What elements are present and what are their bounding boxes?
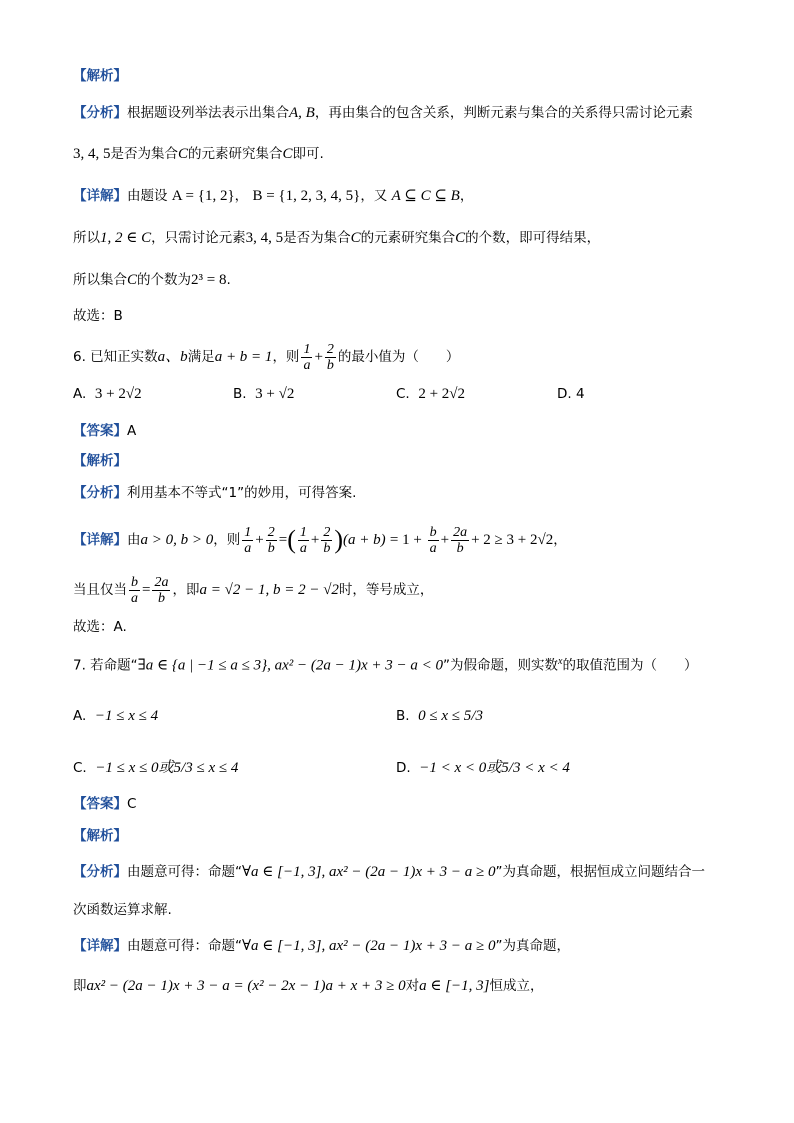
q6-answer: 【答案】A xyxy=(73,423,137,439)
q6-option-d: D. 4 xyxy=(557,386,585,402)
answer-line-1: 故选：B xyxy=(73,308,123,324)
xiangjie-line-2: 所以1, 2 ∈ C，只需讨论元素3, 4, 5是否为集合C的元素研究集合C的个数，即可得结果， xyxy=(73,230,601,246)
q6-frac-2-over-b: $\frac{2}{b}$ xyxy=(326,341,334,373)
q7-fenxi-line-2: 次函数运算求解. xyxy=(73,902,172,918)
q7-analysis-heading: 【解析】 xyxy=(73,828,127,844)
q6-frac-1-over-a: $\frac{1}{a}$ xyxy=(303,341,311,373)
q7-option-a: A. −1 ≤ x ≤ 4 xyxy=(73,708,159,724)
q6-option-b: B. 3 + √2 xyxy=(233,386,295,402)
q7-option-c: C. −1 ≤ x ≤ 0或5/3 ≤ x ≤ 4 xyxy=(73,760,239,776)
q7-last-line: 即ax² − (2a − 1)x + 3 − a = (x² − 2x − 1)a + x + 3 ≥ 0对a ∈ [−1, 3]恒成立， xyxy=(73,978,544,994)
q6-fenxi: 【分析】利用基本不等式“1”的妙用，可得答案. xyxy=(73,485,357,501)
q6-option-a: A. 3 + 2√2 xyxy=(73,386,142,402)
xiangjie-line-1: 【详解】由题设 A = {1, 2}， B = {1, 2, 3, 4, 5}，又 A ⊆ C ⊆ B， xyxy=(73,188,474,204)
q6-analysis-heading: 【解析】 xyxy=(73,453,127,469)
q6-xiangjie: 【详解】由a > 0, b > 0，则 $\frac{1}{a}$ + $\frac{2}{b}$ =( $\frac{1}{a}$ + $\frac{2}{b}$ )(a + b) = 1 + $\frac{b}{a}$ + $\frac{2a}{b}$ + 2 ≥ 3 + 2√2， xyxy=(73,524,567,556)
q7-option-d: D. −1 < x < 0或5/3 < x < 4 xyxy=(396,760,570,776)
fenxi-line-2: 3, 4, 5是否为集合C的元素研究集合C即可. xyxy=(73,146,324,162)
q7-stem: 7. 若命题“∃a ∈ {a | −1 ≤ a ≤ 3}, ax² − (2a − 1)x + 3 − a < 0”为假命题，则实数$^x$的取值范围为（ ） xyxy=(73,656,698,674)
q6-equality-line: 当且仅当 $\frac{b}{a}$ = $\frac{2a}{b}$ ，即a = √2 − 1, b = 2 − √2时，等号成立， xyxy=(73,574,434,606)
q6-option-c: C. 2 + 2√2 xyxy=(396,386,466,402)
analysis-heading-1: 【解析】 xyxy=(73,68,127,84)
q7-xiangjie: 【详解】由题意可得：命题“∀a ∈ [−1, 3], ax² − (2a − 1)x + 3 − a ≥ 0”为真命题， xyxy=(73,938,570,954)
q7-fenxi: 【分析】由题意可得：命题“∀a ∈ [−1, 3], ax² − (2a − 1)x + 3 − a ≥ 0”为真命题，根据恒成立问题结合一 xyxy=(73,864,705,880)
fenxi-line-1: 【分析】根据题设列举法表示出集合A, B，再由集合的包含关系，判断元素与集合的关系得只需讨论元素 xyxy=(73,105,693,121)
xiangjie-line-3: 所以集合C的个数为2³ = 8. xyxy=(73,272,231,288)
q6-choose: 故选：A. xyxy=(73,619,127,635)
q7-answer: 【答案】C xyxy=(73,796,137,812)
q6-stem: 6. 已知正实数a、b满足a + b = 1，则 $\frac{1}{a}$ + $\frac{2}{b}$ 的最小值为（ ） xyxy=(73,341,460,373)
q7-option-b: B. 0 ≤ x ≤ 5/3 xyxy=(396,708,483,724)
